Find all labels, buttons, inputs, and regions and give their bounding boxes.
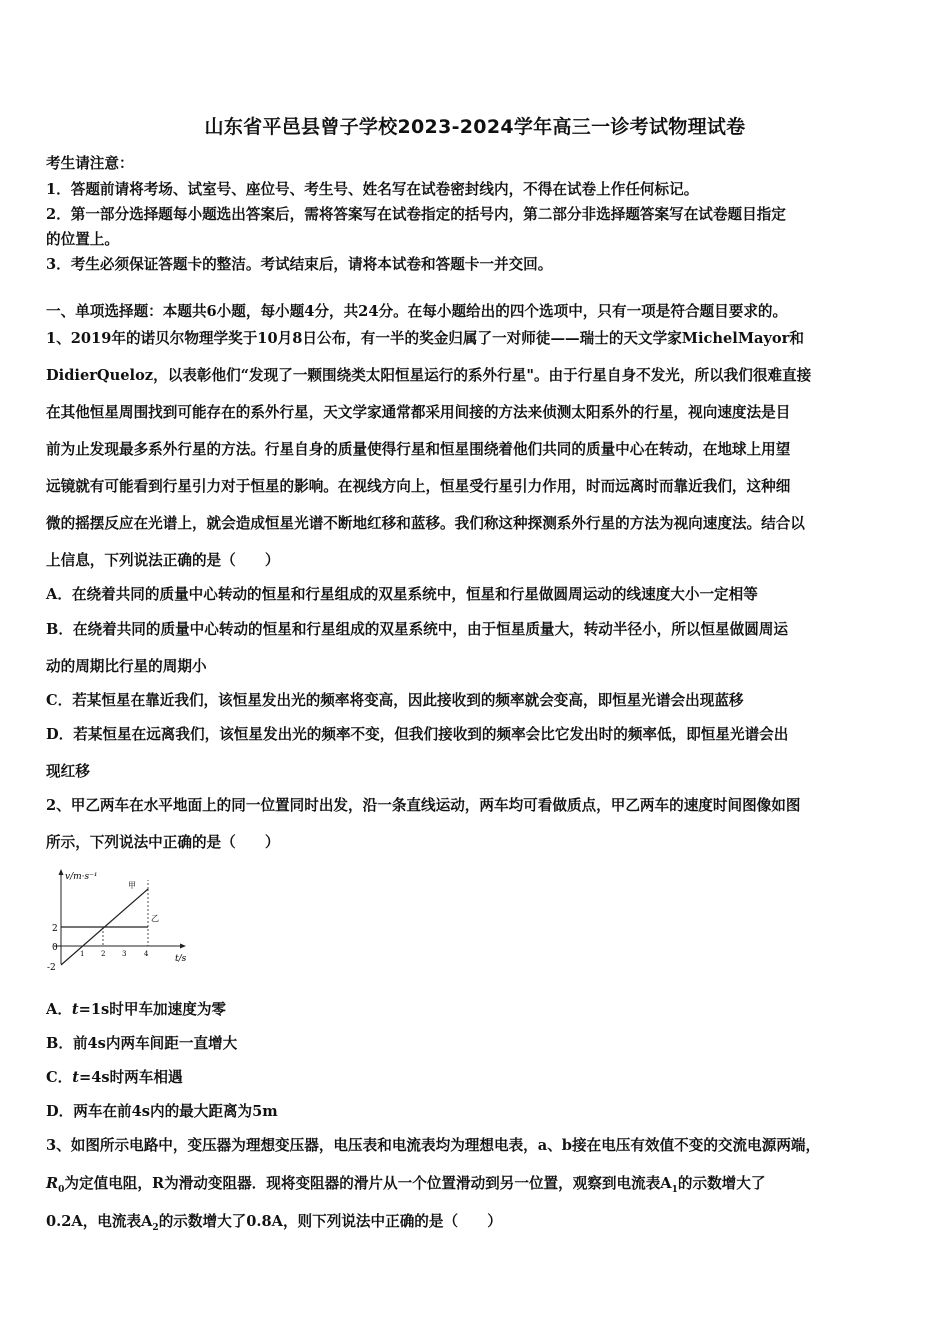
question-3-text: 3、如图所示电路中，变压器为理想变压器，电压表和电流表均为理想电表，a、b接在电压有效值不变的交流电源两端， xyxy=(46,1137,821,1154)
y-tick-neg2: -2 xyxy=(47,963,56,973)
question-1-text: 远镜就有可能看到行星引力对于恒星的影响。在视线方向上，恒星受行星引力作用，时而远离时而靠近我们，这种细 xyxy=(46,478,791,495)
x-axis-arrow xyxy=(180,944,186,949)
x-tick-1: 1 xyxy=(80,950,85,958)
question-1-option-b: B．在绕着共同的质量中心转动的恒星和行星组成的双星系统中，由于恒星质量大，转动半径小，所以恒星做圆周运 xyxy=(46,621,789,638)
question-1-text: 在其他恒星周围找到可能存在的系外行星，天文学家通常都采用间接的方法来侦测太阳系外的行星，视向速度法是目 xyxy=(46,404,791,421)
question-2-option-d: D．两车在前4s内的最大距离为5m xyxy=(46,1103,278,1120)
question-1-text: 微的摇摆反应在光谱上，就会造成恒星光谱不断地红移和蓝移。我们称这种探测系外行星的方法为视向速度法。结合以 xyxy=(46,515,805,532)
x-axis-label: t/s xyxy=(175,954,187,964)
question-2-option-a: A．t=1s时甲车加速度为零 xyxy=(46,1001,227,1018)
question-2-option-b: B．前4s内两车间距一直增大 xyxy=(46,1035,238,1052)
line-yi-label: 乙 xyxy=(151,914,159,923)
x-tick-4: 4 xyxy=(144,950,149,958)
velocity-time-graph xyxy=(44,866,204,976)
y-tick-0: 0 xyxy=(52,943,58,953)
page-title: 山东省平邑县曾子学校2023-2024学年高三一诊考试物理试卷 xyxy=(204,116,746,138)
y-axis-label: v/m·s⁻¹ xyxy=(65,872,98,882)
question-1-option-b-cont: 动的周期比行星的周期小 xyxy=(46,658,207,675)
x-tick-3: 3 xyxy=(122,950,127,958)
y-tick-2: 2 xyxy=(52,924,58,934)
notice-item: 2．第一部分选择题每小题选出答案后，需将答案写在试卷指定的括号内，第二部分非选择题答案写在试卷题目指定 xyxy=(46,206,786,223)
question-1-text: 前为止发现最多系外行星的方法。行星自身的质量使得行星和恒星围绕着他们共同的质量中心在转动，在地球上用望 xyxy=(46,441,791,458)
question-2-option-c: C．t=4s时两车相遇 xyxy=(46,1069,183,1086)
question-3-text: 0.2A，电流表$A_2$的示数增大了0.8A，则下列说法中正确的是（ ） xyxy=(46,1213,502,1233)
y-axis-arrow xyxy=(59,869,64,875)
question-1-option-a: A．在绕着共同的质量中心转动的恒星和行星组成的双星系统中，恒星和行星做圆周运动的线速度大小一定相等 xyxy=(46,586,758,603)
question-1-option-d-cont: 现红移 xyxy=(46,763,90,780)
question-2-text: 2、甲乙两车在水平地面上的同一位置同时出发，沿一条直线运动，两车均可看做质点，甲乙两车的速度时间图像如图 xyxy=(46,797,801,814)
notice-item: 3．考生必须保证答题卡的整洁。考试结束后，请将本试卷和答题卡一并交回。 xyxy=(46,256,553,273)
question-3-text: $R_0$为定值电阻，R为滑动变阻器．现将变阻器的滑片从一个位置滑动到另一位置，观察到电流表$A_1$的示数增大了 xyxy=(46,1175,766,1195)
notice-item: 的位置上。 xyxy=(46,231,119,248)
x-tick-2: 2 xyxy=(101,950,106,958)
question-2-text: 所示，下列说法中正确的是（ ） xyxy=(46,834,280,851)
notice-heading: 考生请注意： xyxy=(46,155,134,172)
question-1-option-c: C．若某恒星在靠近我们，该恒星发出光的频率将变高，因此接收到的频率就会变高，即恒星光谱会出现蓝移 xyxy=(46,692,744,709)
question-1-text: 上信息，下列说法正确的是（ ） xyxy=(46,552,280,569)
notice-item: 1．答题前请将考场、试室号、座位号、考生号、姓名写在试卷密封线内，不得在试卷上作任何标记。 xyxy=(46,181,699,198)
question-1-option-d: D．若某恒星在远离我们，该恒星发出光的频率不变，但我们接收到的频率会比它发出时的频率低，即恒星光谱会出 xyxy=(46,726,789,743)
question-1-text: 1、2019年的诺贝尔物理学奖于10月8日公布，有一半的奖金归属了一对师徒——瑞士的天文学家MichelMayor和 xyxy=(46,330,804,347)
question-1-text: DidierQueloz，以表彰他们“发现了一颗围绕类太阳恒星运行的系外行星"。由于行星自身不发光，所以我们很难直接 xyxy=(46,367,812,384)
line-jia-label: 甲 xyxy=(128,881,136,890)
section-heading: 一、单项选择题：本题共6小题，每小题4分，共24分。在每小题给出的四个选项中，只有一项是符合题目要求的。 xyxy=(46,303,788,320)
